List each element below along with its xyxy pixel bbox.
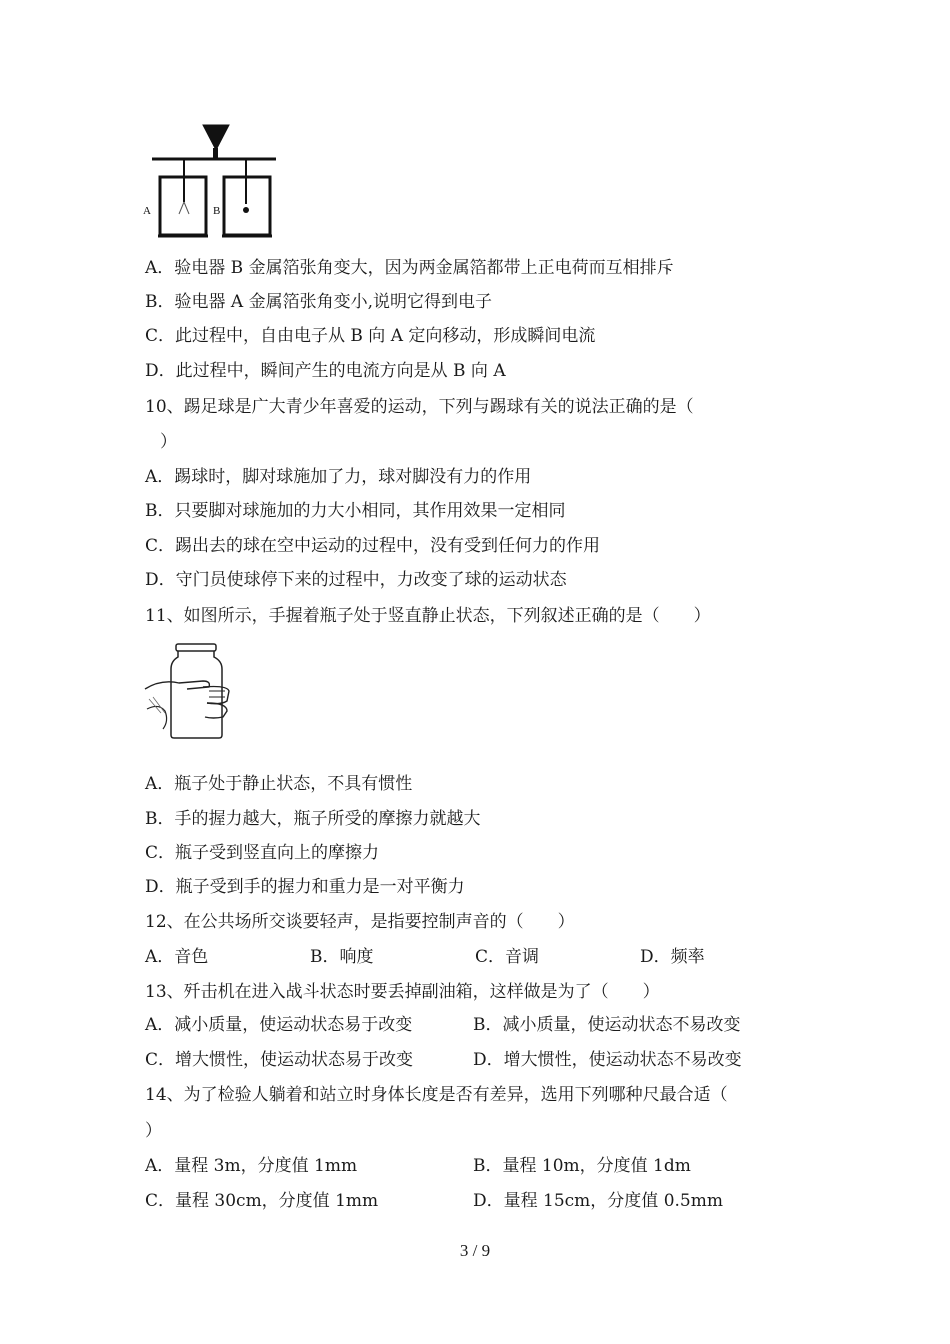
q12-option-c: C．音调 — [475, 947, 540, 967]
q11-option-d: D．瓶子受到手的握力和重力是一对平衡力 — [145, 877, 465, 897]
q11-option-b: B．手的握力越大，瓶子所受的摩擦力就越大 — [145, 809, 481, 829]
q11-option-a: A．瓶子处于静止状态，不具有惯性 — [145, 774, 413, 794]
q10-option-b: B．只要脚对球施加的力大小相同，其作用效果一定相同 — [145, 501, 566, 521]
q10-option-c: C．踢出去的球在空中运动的过程中，没有受到任何力的作用 — [145, 536, 601, 556]
figure-label-b: B — [213, 205, 221, 217]
q14-stem: 14、为了检验人躺着和站立时身体长度是否有差异，选用下列哪种尺最合适（ — [145, 1085, 728, 1105]
q10-option-a: A．踢球时，脚对球施加了力，球对脚没有力的作用 — [145, 467, 532, 487]
electroscope-figure — [140, 122, 280, 242]
q10-option-d: D．守门员使球停下来的过程中，力改变了球的运动状态 — [145, 570, 567, 590]
q14-option-d: D．量程 15cm，分度值 0.5mm — [473, 1191, 723, 1211]
q12-stem: 12、在公共场所交谈要轻声，是指要控制声音的（ ） — [145, 912, 575, 932]
q13-option-d: D．增大惯性，使运动状态不易改变 — [473, 1050, 742, 1070]
page-number: 3 / 9 — [459, 1241, 491, 1260]
q10-stem: 10、踢足球是广大青少年喜爱的运动，下列与踢球有关的说法正确的是（ — [145, 397, 694, 417]
q13-option-c: C．增大惯性，使运动状态易于改变 — [145, 1050, 414, 1070]
q13-option-a: A．减小质量，使运动状态易于改变 — [145, 1015, 413, 1035]
q11-stem: 11、如图所示，手握着瓶子处于竖直静止状态，下列叙述正确的是（ ） — [145, 606, 711, 626]
q9-option-d: D．此过程中，瞬间产生的电流方向是从 B 向 A — [145, 361, 506, 381]
figure-label-a: A — [143, 205, 151, 217]
q14-option-c: C．量程 30cm，分度值 1mm — [145, 1191, 379, 1211]
q11-option-c: C．瓶子受到竖直向上的摩擦力 — [145, 843, 380, 863]
q9-option-b: B．验电器 A 金属箔张角变小,说明它得到电子 — [145, 292, 492, 312]
bottle-hand-figure — [143, 641, 235, 741]
q12-option-b: B．响度 — [310, 947, 374, 967]
q14-option-a: A．量程 3m，分度值 1mm — [145, 1156, 358, 1176]
q10-stem-cont: ） — [160, 432, 177, 452]
q9-option-c: C．此过程中，自由电子从 B 向 A 定向移动，形成瞬间电流 — [145, 326, 596, 346]
q12-option-d: D．频率 — [640, 947, 705, 967]
q14-option-b: B．量程 10m，分度值 1dm — [473, 1156, 691, 1176]
q14-stem-cont: ） — [145, 1121, 162, 1141]
q12-option-a: A．音色 — [145, 947, 209, 967]
q13-stem: 13、歼击机在进入战斗状态时要丢掉副油箱，这样做是为了（ ） — [145, 982, 660, 1002]
q13-option-b: B．减小质量，使运动状态不易改变 — [473, 1015, 741, 1035]
q9-option-a: A．验电器 B 金属箔张角变大，因为两金属箔都带上正电荷而互相排斥 — [145, 258, 674, 278]
